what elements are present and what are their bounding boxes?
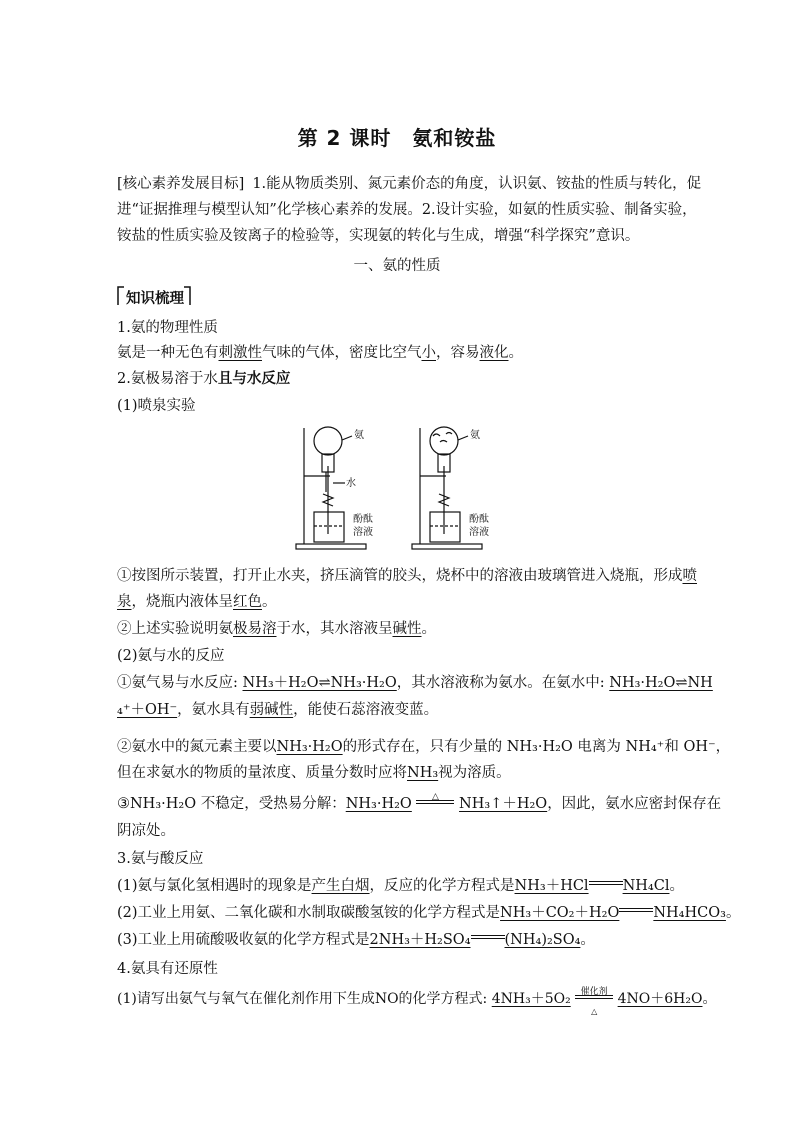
fountain-step-1: ①按图所示装置，打开止水夹，挤压滴管的胶头，烧杯中的溶液由玻璃管进入烧瓶，形成喷 (117, 568, 697, 584)
heading-2: 2.氨极易溶于水且与水反应 (117, 370, 291, 387)
acid-reaction-1: (1)氨与氯化氢相遇时的现象是产生白烟，反应的化学方程式是NH₃＋HCl NH₄Cl。 (117, 878, 684, 894)
reaction-1-cont: ₄⁺＋OH⁻，氨水具有弱碱性，能使石蕊溶液变蓝。 (117, 702, 439, 718)
label-solution-left: 溶液 (353, 527, 373, 538)
catalyst-heat-condition: 催化剂 △ (575, 989, 613, 1005)
label-phenol-left: 酚酞 (353, 514, 373, 525)
reaction-3-cont: 阴凉处。 (117, 823, 175, 839)
acid-reaction-3: (3)工业上用硫酸吸收氨的化学方程式是2NH₃＋H₂SO₄ (NH₄)₂SO₄。 (117, 932, 595, 948)
heading-1: 1.氨的物理性质 (117, 320, 218, 336)
heading-3: 3.氨与酸反应 (117, 851, 204, 867)
acid-reaction-2: (2)工业上用氨、二氧化碳和水制取碳酸氢铵的化学方程式是NH₃＋CO₂＋H₂O NH₄HCO₃。 (117, 905, 741, 921)
redox-reaction: (1)请写出氨气与氧气在催化剂作用下生成NO的化学方程式: 4NH₃＋5O₂ 催化剂 △ 4NO＋6H₂O。 (117, 987, 717, 1016)
reaction-3: ③NH₃·H₂O 不稳定，受热易分解：NH₃·H₂O △ NH₃↑＋H₂O，因此，氨水应密封保存在 (117, 792, 722, 812)
page-title: 第 2 课时 氨和铵盐 (297, 126, 497, 150)
reaction-2: ②氨水中的氮元素主要以NH₃·H₂O的形式存在，只有少量的 NH₃·H₂O 电离为 NH₄⁺和 OH⁻， (117, 739, 731, 755)
equals-sign (589, 879, 623, 889)
reaction-2-cont: 但在求氨水的物质的量浓度、质量分数时应将NH₃视为溶质。 (117, 765, 511, 781)
label-ammonia-right: 氨 (470, 430, 480, 441)
goals-line-1: [核心素养发展目标] 1.能从物质类别、氮元素价态的角度，认识氨、铵盐的性质与转化，促 (117, 176, 702, 192)
fountain-experiment-figure (290, 422, 510, 557)
heading-4: 4.氨具有还原性 (117, 961, 218, 977)
label-water: 水 (346, 478, 356, 489)
label-ammonia-left: 氨 (354, 430, 364, 441)
goals-line-2: 进“证据推理与模型认知”化学核心素养的发展。2.设计实验，如氨的性质实验、制备实验， (117, 202, 697, 218)
label-phenol-right: 酚酞 (469, 514, 489, 525)
label-solution-right: 溶液 (469, 527, 489, 538)
goals-line-3: 铵盐的性质实验及铵离子的检验等，实现氨的转化与生成，增强“科学探究”意识。 (117, 228, 640, 244)
heading-2-1: (1)喷泉实验 (117, 398, 196, 414)
equals-sign (619, 906, 653, 916)
section-heading: 一、氨的性质 (353, 258, 441, 274)
fountain-step-1-cont: 泉，烧瓶内液体呈红色。 (117, 594, 277, 610)
heading-2-2: (2)氨与水的反应 (117, 648, 225, 664)
reaction-1: ①氨气易与水反应: NH₃＋H₂O⇌NH₃·H₂O，其水溶液称为氨水。在氨水中: NH₃·H₂O⇌NH (117, 675, 713, 691)
goals-label: [核心素养发展目标] (117, 176, 245, 192)
heat-condition: △ (416, 794, 454, 810)
fountain-step-2: ②上述实验说明氨极易溶于水，其水溶液呈碱性。 (117, 621, 436, 637)
physical-properties: 氨是一种无色有刺激性气味的气体，密度比空气小，容易液化。 (117, 345, 523, 361)
knowledge-box-heading: 知识梳理 (114, 284, 194, 312)
equals-sign (471, 933, 505, 943)
